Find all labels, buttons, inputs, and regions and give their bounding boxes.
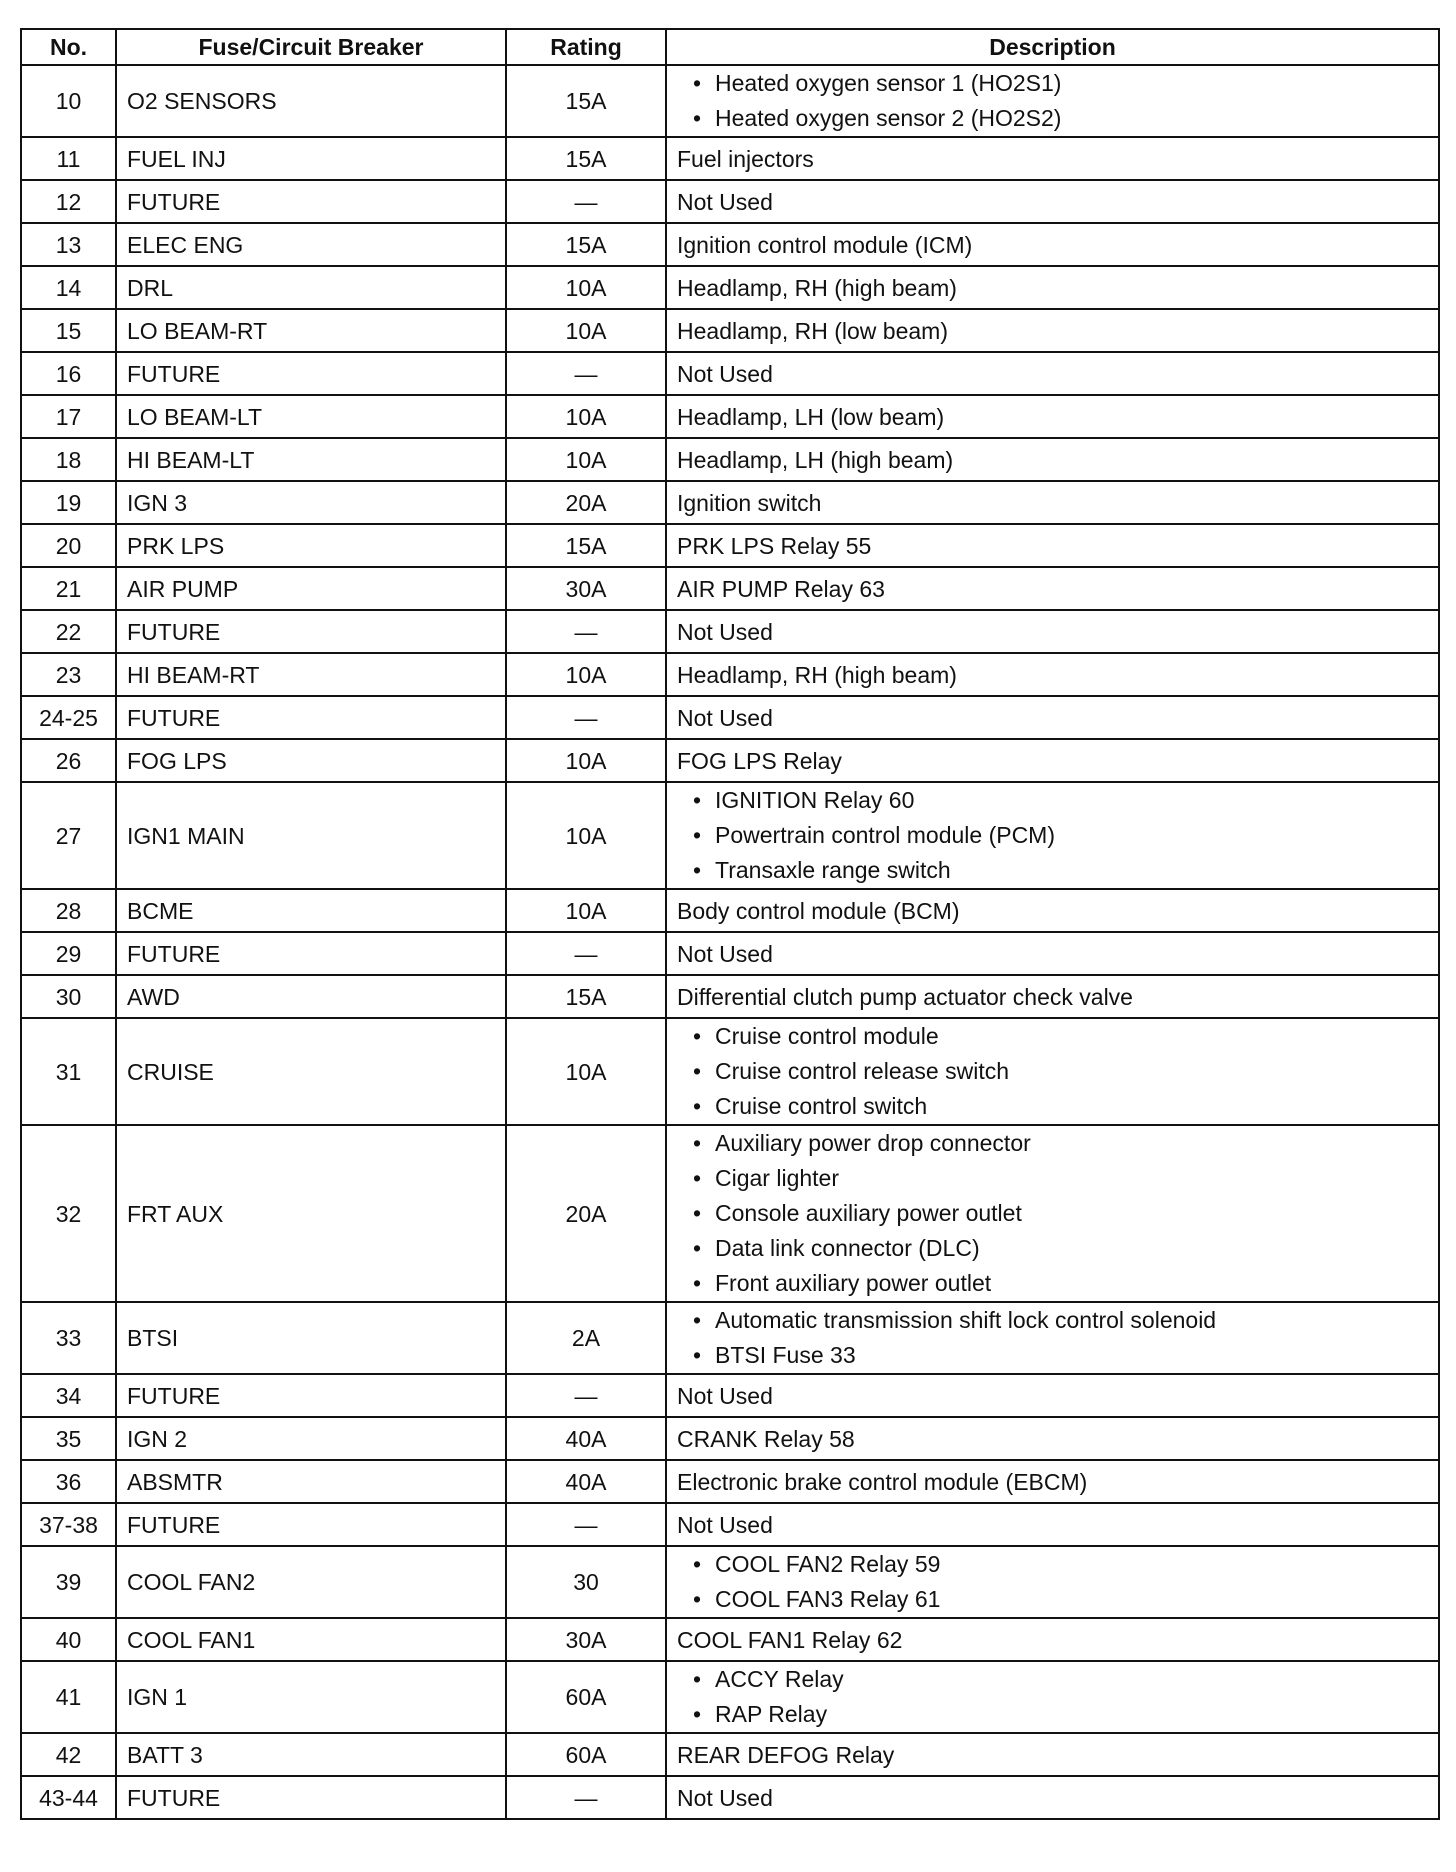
fuse-rating: 10A — [506, 653, 666, 696]
description-list — [677, 783, 1428, 888]
fuse-rating: 60A — [506, 1661, 666, 1733]
fuse-description: Ignition control module (ICM) — [666, 223, 1439, 266]
fuse-rating: 10A — [506, 1018, 666, 1125]
description-list — [677, 1662, 1428, 1732]
header-no: No. — [21, 29, 116, 65]
fuse-name: LO BEAM-LT — [116, 395, 506, 438]
description-list — [677, 1019, 1428, 1124]
fuse-name: O2 SENSORS — [116, 65, 506, 137]
description-item: • Data link connector (DLC) — [693, 1231, 1428, 1266]
table-row — [21, 1618, 1439, 1661]
fuse-description: AIR PUMP Relay 63 — [666, 567, 1439, 610]
fuse-description: Fuel injectors — [666, 137, 1439, 180]
fuse-description — [666, 1302, 1439, 1374]
table-row — [21, 395, 1439, 438]
fuse-number: 41 — [21, 1661, 116, 1733]
fuse-rating: 15A — [506, 137, 666, 180]
description-item: • ACCY Relay — [693, 1662, 1428, 1697]
table-row — [21, 481, 1439, 524]
fuse-number: 34 — [21, 1374, 116, 1417]
fuse-name: COOL FAN2 — [116, 1546, 506, 1618]
fuse-description: Not Used — [666, 932, 1439, 975]
fuse-number: 13 — [21, 223, 116, 266]
fuse-name: IGN 1 — [116, 1661, 506, 1733]
fuse-number: 23 — [21, 653, 116, 696]
fuse-number: 15 — [21, 309, 116, 352]
table-row — [21, 889, 1439, 932]
fuse-rating: 10A — [506, 395, 666, 438]
fuse-description: Not Used — [666, 696, 1439, 739]
fuse-name: IGN 3 — [116, 481, 506, 524]
description-item: • Auxiliary power drop connector — [693, 1126, 1428, 1161]
table-header — [21, 29, 1439, 65]
fuse-rating: 30 — [506, 1546, 666, 1618]
fuse-number: 24-25 — [21, 696, 116, 739]
table-row — [21, 524, 1439, 567]
fuse-description: Differential clutch pump actuator check valve — [666, 975, 1439, 1018]
table-row — [21, 1546, 1439, 1618]
description-item: • IGNITION Relay 60 — [693, 783, 1428, 818]
fuse-rating: 15A — [506, 223, 666, 266]
fuse-description: Headlamp, RH (high beam) — [666, 266, 1439, 309]
fuse-number: 35 — [21, 1417, 116, 1460]
table-row — [21, 309, 1439, 352]
fuse-number: 14 — [21, 266, 116, 309]
fuse-number: 26 — [21, 739, 116, 782]
fuse-description: FOG LPS Relay — [666, 739, 1439, 782]
description-item: • Powertrain control module (PCM) — [693, 818, 1428, 853]
fuse-rating: — — [506, 610, 666, 653]
fuse-name: FUTURE — [116, 932, 506, 975]
fuse-rating: — — [506, 180, 666, 223]
table-row — [21, 1417, 1439, 1460]
table-row — [21, 1125, 1439, 1302]
table-row — [21, 180, 1439, 223]
fuse-description: CRANK Relay 58 — [666, 1417, 1439, 1460]
fuse-name: ABSMTR — [116, 1460, 506, 1503]
table-row — [21, 65, 1439, 137]
fuse-name: AWD — [116, 975, 506, 1018]
fuse-rating: 40A — [506, 1460, 666, 1503]
fuse-table — [20, 28, 1440, 1820]
fuse-rating: 60A — [506, 1733, 666, 1776]
table-row — [21, 1460, 1439, 1503]
fuse-description: REAR DEFOG Relay — [666, 1733, 1439, 1776]
fuse-name: FUTURE — [116, 610, 506, 653]
description-item: • Automatic transmission shift lock control solenoid — [693, 1303, 1428, 1338]
table-row — [21, 1374, 1439, 1417]
fuse-number: 11 — [21, 137, 116, 180]
fuse-number: 39 — [21, 1546, 116, 1618]
fuse-description: COOL FAN1 Relay 62 — [666, 1618, 1439, 1661]
description-item: • Front auxiliary power outlet — [693, 1266, 1428, 1301]
fuse-number: 30 — [21, 975, 116, 1018]
fuse-name: CRUISE — [116, 1018, 506, 1125]
table-row — [21, 696, 1439, 739]
fuse-name: AIR PUMP — [116, 567, 506, 610]
table-row — [21, 137, 1439, 180]
fuse-name: FOG LPS — [116, 739, 506, 782]
description-item: • Console auxiliary power outlet — [693, 1196, 1428, 1231]
table-row — [21, 1776, 1439, 1819]
fuse-name: FUTURE — [116, 1503, 506, 1546]
description-item: • Heated oxygen sensor 1 (HO2S1) — [693, 66, 1428, 101]
fuse-number: 43-44 — [21, 1776, 116, 1819]
fuse-rating: — — [506, 352, 666, 395]
fuse-name: HI BEAM-LT — [116, 438, 506, 481]
table-row — [21, 1302, 1439, 1374]
fuse-rating: — — [506, 696, 666, 739]
table-row — [21, 223, 1439, 266]
table-row — [21, 975, 1439, 1018]
fuse-description: PRK LPS Relay 55 — [666, 524, 1439, 567]
table-row — [21, 782, 1439, 889]
fuse-description — [666, 782, 1439, 889]
fuse-rating: 10A — [506, 309, 666, 352]
fuse-name: BCME — [116, 889, 506, 932]
fuse-number: 20 — [21, 524, 116, 567]
fuse-name: FUTURE — [116, 352, 506, 395]
fuse-rating: 30A — [506, 1618, 666, 1661]
fuse-rating: 20A — [506, 481, 666, 524]
fuse-description: Electronic brake control module (EBCM) — [666, 1460, 1439, 1503]
table-row — [21, 610, 1439, 653]
fuse-number: 18 — [21, 438, 116, 481]
fuse-description: Not Used — [666, 1503, 1439, 1546]
fuse-number: 31 — [21, 1018, 116, 1125]
fuse-name: COOL FAN1 — [116, 1618, 506, 1661]
fuse-number: 36 — [21, 1460, 116, 1503]
fuse-description: Body control module (BCM) — [666, 889, 1439, 932]
description-list — [677, 1547, 1428, 1617]
fuse-name: ELEC ENG — [116, 223, 506, 266]
fuse-number: 17 — [21, 395, 116, 438]
header-row — [21, 29, 1439, 65]
table-row — [21, 932, 1439, 975]
fuse-rating: 10A — [506, 266, 666, 309]
fuse-name: FUTURE — [116, 1776, 506, 1819]
fuse-number: 16 — [21, 352, 116, 395]
table-row — [21, 438, 1439, 481]
fuse-name: IGN 2 — [116, 1417, 506, 1460]
fuse-rating: 10A — [506, 782, 666, 889]
fuse-name: LO BEAM-RT — [116, 309, 506, 352]
fuse-description: Not Used — [666, 610, 1439, 653]
fuse-rating: 30A — [506, 567, 666, 610]
fuse-rating: — — [506, 1776, 666, 1819]
table-row — [21, 739, 1439, 782]
fuse-description: Not Used — [666, 1776, 1439, 1819]
fuse-name: PRK LPS — [116, 524, 506, 567]
description-list — [677, 1126, 1428, 1301]
fuse-description — [666, 1546, 1439, 1618]
fuse-rating: 2A — [506, 1302, 666, 1374]
fuse-description: Headlamp, RH (low beam) — [666, 309, 1439, 352]
fuse-number: 19 — [21, 481, 116, 524]
fuse-number: 10 — [21, 65, 116, 137]
fuse-name: IGN1 MAIN — [116, 782, 506, 889]
table-row — [21, 266, 1439, 309]
fuse-rating: 10A — [506, 739, 666, 782]
fuse-name: BTSI — [116, 1302, 506, 1374]
fuse-number: 21 — [21, 567, 116, 610]
description-item: • Cigar lighter — [693, 1161, 1428, 1196]
fuse-number: 27 — [21, 782, 116, 889]
description-item: • Cruise control module — [693, 1019, 1428, 1054]
fuse-description: Headlamp, LH (low beam) — [666, 395, 1439, 438]
fuse-rating: 10A — [506, 889, 666, 932]
fuse-description: Not Used — [666, 180, 1439, 223]
fuse-rating: — — [506, 932, 666, 975]
fuse-name: FUTURE — [116, 1374, 506, 1417]
fuse-rating: 10A — [506, 438, 666, 481]
description-item: • COOL FAN3 Relay 61 — [693, 1582, 1428, 1617]
fuse-rating: 15A — [506, 975, 666, 1018]
fuse-name: FUTURE — [116, 180, 506, 223]
fuse-description: Headlamp, LH (high beam) — [666, 438, 1439, 481]
fuse-description: Not Used — [666, 1374, 1439, 1417]
description-item: • Cruise control release switch — [693, 1054, 1428, 1089]
description-list — [677, 1303, 1428, 1373]
fuse-name: FUEL INJ — [116, 137, 506, 180]
fuse-number: 29 — [21, 932, 116, 975]
table-row — [21, 1018, 1439, 1125]
description-item: • BTSI Fuse 33 — [693, 1338, 1428, 1373]
fuse-number: 12 — [21, 180, 116, 223]
fuse-description: Ignition switch — [666, 481, 1439, 524]
description-item: • Cruise control switch — [693, 1089, 1428, 1124]
fuse-name: BATT 3 — [116, 1733, 506, 1776]
fuse-rating: 15A — [506, 524, 666, 567]
description-list — [677, 66, 1428, 136]
table-row — [21, 1733, 1439, 1776]
table-row — [21, 1661, 1439, 1733]
description-item: • COOL FAN2 Relay 59 — [693, 1547, 1428, 1582]
fuse-description — [666, 65, 1439, 137]
fuse-number: 28 — [21, 889, 116, 932]
fuse-rating: 15A — [506, 65, 666, 137]
fuse-description: Not Used — [666, 352, 1439, 395]
description-item: • Transaxle range switch — [693, 853, 1428, 888]
fuse-name: HI BEAM-RT — [116, 653, 506, 696]
fuse-number: 33 — [21, 1302, 116, 1374]
header-fuse: Fuse/Circuit Breaker — [116, 29, 506, 65]
fuse-rating: — — [506, 1503, 666, 1546]
table-row — [21, 352, 1439, 395]
fuse-name: FRT AUX — [116, 1125, 506, 1302]
table-row — [21, 1503, 1439, 1546]
fuse-description: Headlamp, RH (high beam) — [666, 653, 1439, 696]
description-item: • Heated oxygen sensor 2 (HO2S2) — [693, 101, 1428, 136]
table-body — [21, 65, 1439, 1819]
fuse-description — [666, 1125, 1439, 1302]
table-row — [21, 653, 1439, 696]
fuse-number: 22 — [21, 610, 116, 653]
fuse-rating: 20A — [506, 1125, 666, 1302]
fuse-description — [666, 1018, 1439, 1125]
fuse-number: 42 — [21, 1733, 116, 1776]
table-row — [21, 567, 1439, 610]
fuse-description — [666, 1661, 1439, 1733]
fuse-number: 32 — [21, 1125, 116, 1302]
header-rating: Rating — [506, 29, 666, 65]
fuse-name: DRL — [116, 266, 506, 309]
fuse-number: 40 — [21, 1618, 116, 1661]
fuse-rating: — — [506, 1374, 666, 1417]
fuse-number: 37-38 — [21, 1503, 116, 1546]
fuse-name: FUTURE — [116, 696, 506, 739]
fuse-rating: 40A — [506, 1417, 666, 1460]
description-item: • RAP Relay — [693, 1697, 1428, 1732]
header-description: Description — [666, 29, 1439, 65]
